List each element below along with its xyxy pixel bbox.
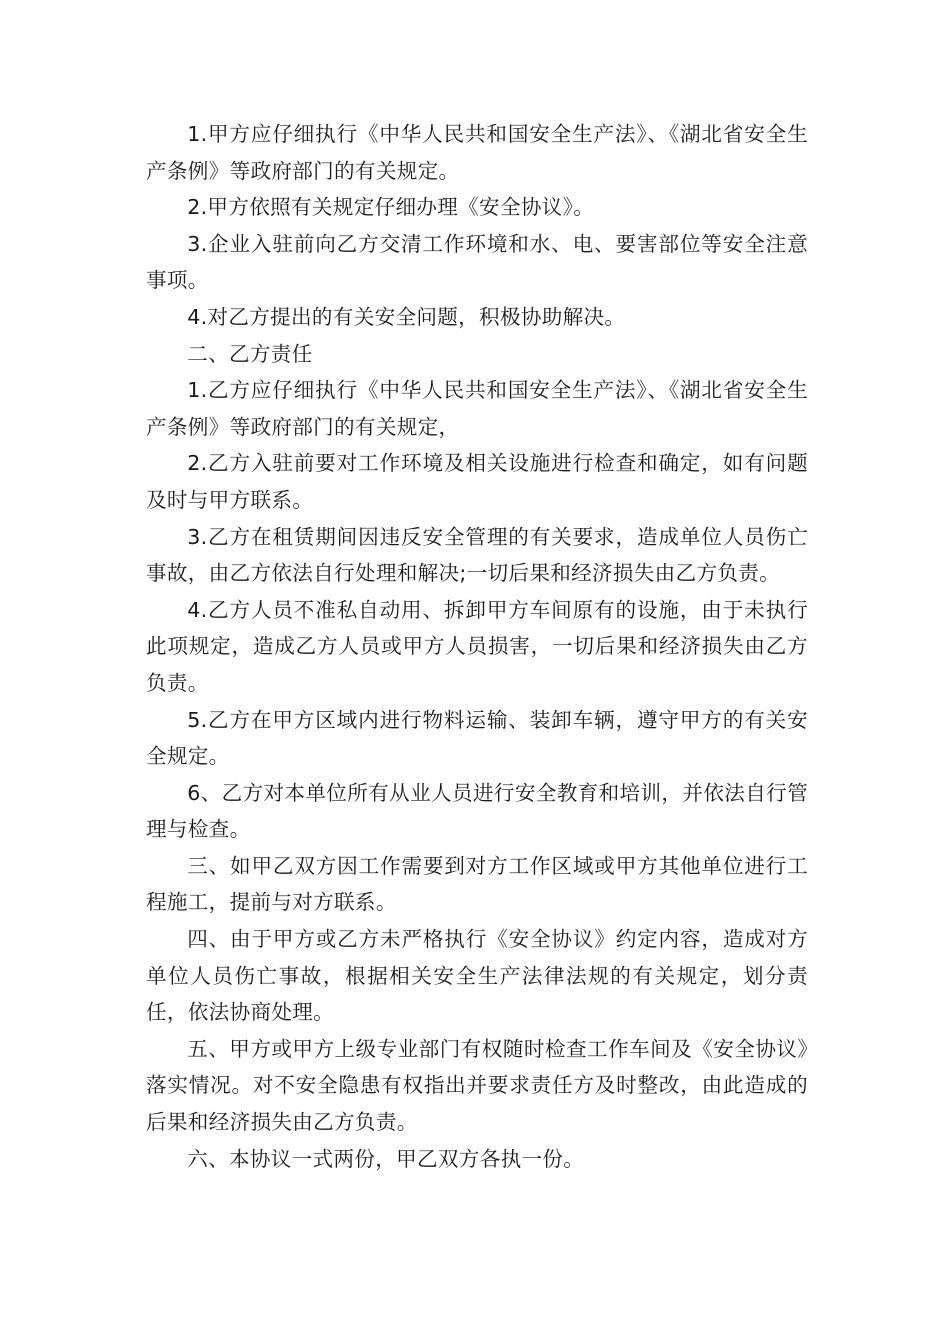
section-four: 四、由于甲方或乙方未严格执行《安全协议》约定内容，造成对方单位人员伤亡事故，根据相关安全生产法律法规的有关规定，划分责任，依法协商处理。: [146, 927, 808, 1025]
paragraph-party-b-duty-3: 3.乙方在租赁期间因违反安全管理的有关要求，造成单位人员伤亡事故，由乙方依法自行处理和解决;一切后果和经济损失由乙方负责。: [146, 524, 808, 586]
paragraph-party-b-duty-4: 4.乙方人员不准私自动用、拆卸甲方车间原有的设施，由于未执行此项规定，造成乙方人员或甲方人员损害，一切后果和经济损失由乙方负责。: [146, 597, 808, 695]
paragraph-party-a-duty-1: 1.甲方应仔细执行《中华人民共和国安全生产法》、《湖北省安全生产条例》等政府部门的有关规定。: [146, 122, 808, 183]
document-body: [146, 116, 808, 1177]
paragraph-party-a-duty-4: 4.对乙方提出的有关安全问题，积极协助解决。: [187, 304, 626, 329]
paragraph-party-b-duty-6: 6、乙方对本单位所有从业人员进行安全教育和培训，并依法自行管理与检查。: [146, 780, 808, 842]
paragraph-party-a-duty-2: 2.甲方依照有关规定仔细办理《安全协议》。: [187, 195, 595, 220]
section-three: 三、如甲乙双方因工作需要到对方工作区域或甲方其他单位进行工程施工，提前与对方联系。: [146, 853, 808, 915]
section-heading-party-b: 二、乙方责任: [187, 341, 313, 366]
section-five: 五、甲方或甲方上级专业部门有权随时检查工作车间及《安全协议》落实情况。对不安全隐患有权指出并要求责任方及时整改，由此造成的后果和经济损失由乙方负责。: [146, 1036, 808, 1135]
paragraph-party-b-duty-2: 2.乙方入驻前要对工作环境及相关设施进行检查和确定，如有问题及时与甲方联系。: [146, 451, 808, 512]
paragraph-party-a-duty-3: 3.企业入驻前向乙方交清工作环境和水、电、要害部位等安全注意事项。: [146, 231, 808, 293]
paragraph-party-b-duty-1: 1.乙方应仔细执行《中华人民共和国安全生产法》、《湖北省安全生产条例》等政府部门的有关规定，: [146, 378, 808, 439]
paragraph-party-b-duty-5: 5.乙方在甲方区域内进行物料运输、装卸车辆，遵守甲方的有关安全规定。: [146, 707, 808, 769]
section-six: 六、本协议一式两份，甲乙双方各执一份。: [187, 1146, 585, 1171]
